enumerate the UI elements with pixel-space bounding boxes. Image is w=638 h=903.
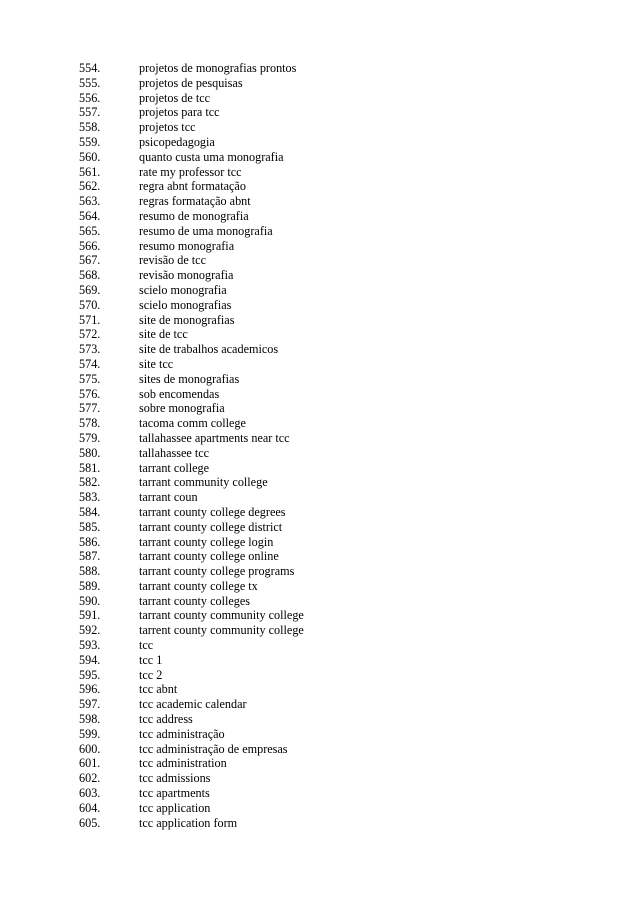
list-item	[79, 608, 599, 623]
list-item	[79, 253, 599, 268]
list-item-number: 558.	[79, 120, 101, 135]
list-item-number: 580.	[79, 445, 101, 460]
list-item-number: 559.	[79, 134, 101, 149]
list-item-text: tarrant coun	[139, 490, 198, 505]
list-item	[79, 594, 599, 609]
list-item	[79, 209, 599, 224]
list-item-number: 581.	[79, 460, 101, 475]
list-item-number: 599.	[79, 726, 101, 741]
list-item-number: 582.	[79, 475, 101, 490]
list-item-text: sites de monografias	[139, 371, 240, 386]
list-item	[79, 549, 599, 564]
list-item-text: tcc 1	[139, 652, 163, 667]
list-item	[79, 76, 599, 91]
list-item-text: tallahassee tcc	[139, 445, 210, 460]
list-item-text: site de monografias	[139, 312, 235, 327]
list-item	[79, 431, 599, 446]
list-item	[79, 179, 599, 194]
list-item-number: 590.	[79, 593, 101, 608]
list-item	[79, 771, 599, 786]
list-item	[79, 120, 599, 135]
list-item	[79, 283, 599, 298]
list-item-number: 585.	[79, 519, 101, 534]
list-item-text: tallahassee apartments near tcc	[139, 430, 290, 445]
list-item-text: scielo monografias	[139, 297, 232, 312]
list-item	[79, 372, 599, 387]
list-item	[79, 401, 599, 416]
list-item-text: projetos de monografias prontos	[139, 61, 297, 75]
list-item-text: tarrant county college online	[139, 549, 279, 564]
list-item-text: tcc administração	[139, 726, 225, 741]
list-item-number: 604.	[79, 800, 101, 815]
list-item-text: tarrant county colleges	[139, 593, 250, 608]
list-item	[79, 786, 599, 801]
list-item-text: projetos de pesquisas	[139, 75, 243, 90]
list-item	[79, 801, 599, 816]
list-item-text: tcc apartments	[139, 786, 210, 801]
list-item-text: tcc academic calendar	[139, 697, 247, 712]
list-item-text: tarrent county community college	[139, 623, 304, 638]
list-item-text: projetos para tcc	[139, 105, 220, 120]
list-item-text: tarrant county college degrees	[139, 504, 286, 519]
list-item-number: 592.	[79, 623, 101, 638]
list-item-number: 586.	[79, 534, 101, 549]
list-item	[79, 387, 599, 402]
list-item-text: tcc application	[139, 800, 211, 815]
list-item-text: tcc admissions	[139, 771, 211, 786]
list-item-number: 601.	[79, 756, 101, 771]
list-item-text: tarrant community college	[139, 475, 268, 490]
list-item	[79, 298, 599, 313]
list-item-number: 572.	[79, 327, 101, 342]
list-item	[79, 742, 599, 757]
list-item	[79, 682, 599, 697]
list-item-text: tarrant county college district	[139, 519, 283, 534]
list-item	[79, 135, 599, 150]
list-item-number: 554.	[79, 61, 101, 75]
list-item	[79, 535, 599, 550]
numbered-list	[79, 61, 599, 830]
list-item-text: sobre monografia	[139, 401, 225, 416]
list-item	[79, 446, 599, 461]
list-item	[79, 194, 599, 209]
list-item-number: 588.	[79, 564, 101, 579]
list-item	[79, 224, 599, 239]
list-item-number: 596.	[79, 682, 101, 697]
list-item-text: projetos tcc	[139, 120, 196, 135]
list-item-number: 578.	[79, 416, 101, 431]
list-item	[79, 239, 599, 254]
list-item-text: tarrant county college login	[139, 534, 274, 549]
list-item-number: 561.	[79, 164, 101, 179]
list-item-number: 569.	[79, 282, 101, 297]
list-item-number: 562.	[79, 179, 101, 194]
list-item-text: tcc	[139, 638, 154, 653]
list-item-text: tcc administração de empresas	[139, 741, 288, 756]
list-item	[79, 653, 599, 668]
list-item	[79, 357, 599, 372]
list-item-number: 555.	[79, 75, 101, 90]
list-item-number: 567.	[79, 253, 101, 268]
list-item-number: 602.	[79, 771, 101, 786]
list-item-number: 568.	[79, 268, 101, 283]
list-item	[79, 668, 599, 683]
list-item	[79, 564, 599, 579]
list-item-number: 566.	[79, 238, 101, 253]
list-item-number: 605.	[79, 815, 101, 830]
list-item-number: 583.	[79, 490, 101, 505]
list-item	[79, 727, 599, 742]
list-item-text: tcc address	[139, 712, 193, 727]
list-item	[79, 712, 599, 727]
list-item-text: resumo monografia	[139, 238, 235, 253]
list-item-number: 557.	[79, 105, 101, 120]
list-item-number: 571.	[79, 312, 101, 327]
list-item-text: tarrant college	[139, 460, 210, 475]
list-item	[79, 61, 599, 76]
list-item-number: 584.	[79, 504, 101, 519]
list-item-number: 577.	[79, 401, 101, 416]
list-item	[79, 475, 599, 490]
list-item-number: 573.	[79, 342, 101, 357]
list-item-number: 589.	[79, 578, 101, 593]
list-item-number: 575.	[79, 371, 101, 386]
list-item-text: resumo de monografia	[139, 208, 249, 223]
list-item-text: regras formatação abnt	[139, 194, 251, 209]
list-item-number: 598.	[79, 712, 101, 727]
list-item-number: 579.	[79, 430, 101, 445]
list-item-text: tarrant county college tx	[139, 578, 258, 593]
list-item	[79, 638, 599, 653]
list-item-number: 563.	[79, 194, 101, 209]
list-item	[79, 816, 599, 831]
list-item-number: 565.	[79, 223, 101, 238]
list-item	[79, 327, 599, 342]
list-item-number: 574.	[79, 356, 101, 371]
list-item-text: quanto custa uma monografia	[139, 149, 284, 164]
list-item-text: tcc 2	[139, 667, 163, 682]
list-item-text: site de trabalhos academicos	[139, 342, 279, 357]
list-item	[79, 150, 599, 165]
list-item	[79, 579, 599, 594]
list-item-number: 564.	[79, 208, 101, 223]
list-item-text: tcc administration	[139, 756, 227, 771]
list-item	[79, 490, 599, 505]
list-item-number: 603.	[79, 786, 101, 801]
list-item-text: revisão monografia	[139, 268, 234, 283]
list-item	[79, 756, 599, 771]
list-item-text: projetos de tcc	[139, 90, 211, 105]
list-item-number: 597.	[79, 697, 101, 712]
list-item-text: site de tcc	[139, 327, 188, 342]
list-item-number: 556.	[79, 90, 101, 105]
list-item-number: 593.	[79, 638, 101, 653]
list-item-text: regra abnt formatação	[139, 179, 246, 194]
list-item	[79, 520, 599, 535]
list-item-text: tarrant county college programs	[139, 564, 295, 579]
list-item-number: 600.	[79, 741, 101, 756]
list-item-number: 595.	[79, 667, 101, 682]
list-item-text: resumo de uma monografia	[139, 223, 273, 238]
list-item-text: scielo monografia	[139, 282, 227, 297]
list-item-number: 570.	[79, 297, 101, 312]
list-item	[79, 313, 599, 328]
list-item-number: 576.	[79, 386, 101, 401]
list-item	[79, 505, 599, 520]
list-item-text: rate my professor tcc	[139, 164, 242, 179]
list-item	[79, 268, 599, 283]
list-item	[79, 416, 599, 431]
list-item-text: psicopedagogia	[139, 134, 215, 149]
list-item	[79, 105, 599, 120]
list-item-number: 594.	[79, 652, 101, 667]
list-item	[79, 91, 599, 106]
list-item-text: tcc application form	[139, 815, 238, 830]
list-item	[79, 461, 599, 476]
list-item-text: tarrant county community college	[139, 608, 304, 623]
list-item	[79, 165, 599, 180]
list-item-text: site tcc	[139, 356, 174, 371]
list-item-number: 591.	[79, 608, 101, 623]
list-item-text: sob encomendas	[139, 386, 220, 401]
list-item-text: revisão de tcc	[139, 253, 206, 268]
list-item	[79, 342, 599, 357]
list-item	[79, 623, 599, 638]
list-item-number: 560.	[79, 149, 101, 164]
list-item-text: tacoma comm college	[139, 416, 246, 431]
list-item	[79, 697, 599, 712]
list-item-text: tcc abnt	[139, 682, 178, 697]
list-item-number: 587.	[79, 549, 101, 564]
